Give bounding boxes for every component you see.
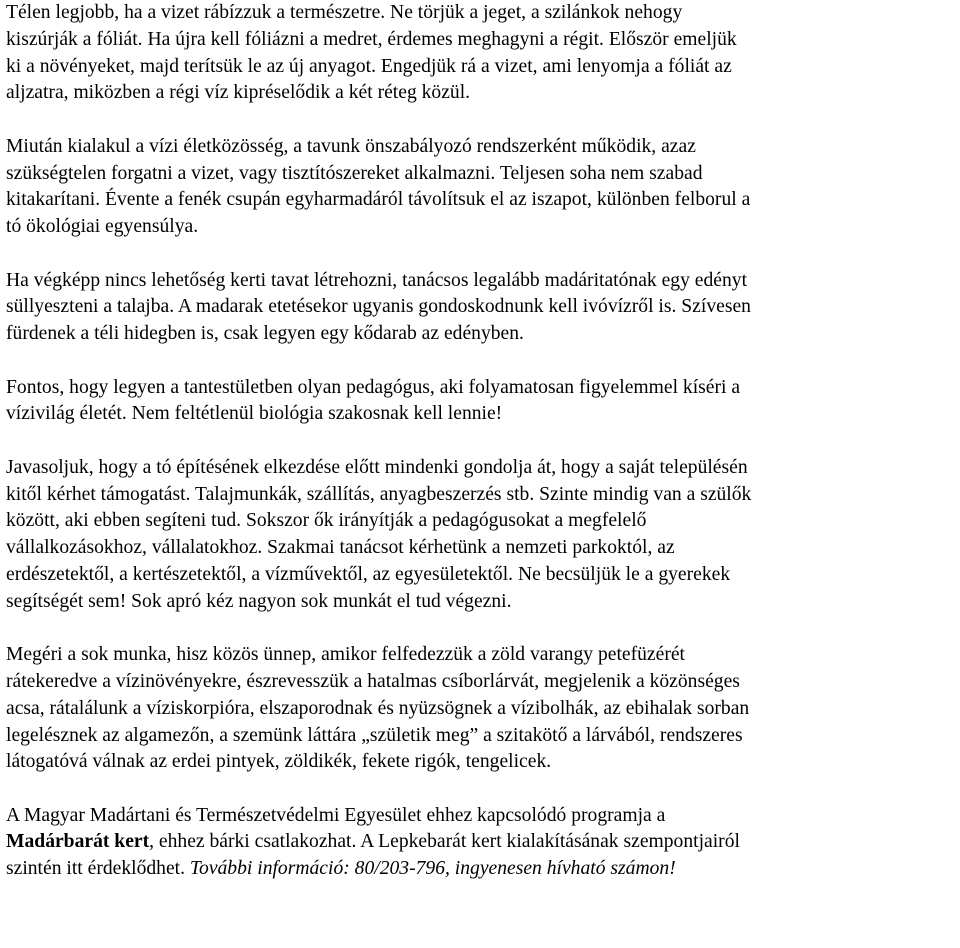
paragraph-self-regulation: Miután kialakul a vízi életközösség, a tavunk önszabályozó rendszerként működik, azaz szükségtelen forgatni a vizet, vagy tisztítószereket alkalmazni. Teljesen soha nem szabad kitakarítani. Évente a fenék csupán egyharmadáról távolítsuk el az iszapot, különben felborul a tó ökológiai egyensúlya. <box>6 135 751 238</box>
paragraph-program <box>6 803 956 883</box>
program-name-bold: Madárbarát kert <box>6 831 150 853</box>
program-text-part2: , ehhez bárki csatlakozhat. A Lepkebarát kert kialakításának szempontjairól szintén itt érdeklődhet. <box>6 831 740 880</box>
paragraph-bird-bath: Ha végképp nincs lehetőség kerti tavat létrehozni, tanácsos legalább madáritatónak egy edényt süllyeszteni a talajba. A madarak etetésekor ugyanis gondoskodnunk kell ivóvízről is. Szívesen fürdenek a téli hidegben is, csak legyen egy kődarab az edényben. <box>6 269 751 345</box>
paragraph-wildlife: Megéri a sok munka, hisz közös ünnep, amikor felfedezzük a zöld varangy petefüzérét rátekeredve a vízinövényekre, észrevesszük a hatalmas csíborlárvát, megjelenik a közönséges acsa, rátalálunk a víziskorpióra, elszaporodnak és nyüzsögnek a vízibolhák, az ebihalak sorban legelésznek az algamezőn, a szemünk láttára „születik meg” a szitakötő a lárvából, rendszeres látogatóvá válnak az erdei pintyek, zöldikék, fekete rigók, tengelicek. <box>6 644 750 773</box>
document-page <box>6 0 956 883</box>
contact-info-italic: További információ: 80/203-796, ingyenesen hívható számon! <box>189 858 676 880</box>
paragraph-winter-care: Télen legjobb, ha a vizet rábízzuk a természetre. Ne törjük a jeget, a szilánkok nehogy kiszúrják a fóliát. Ha újra kell fóliázni a medret, érdemes meghagyni a régit. Először emeljük ki a növényeket, majd terítsük le az új anyagot. Engedjük rá a vizet, ami lenyomja a fóliát az aljzatra, miközben a régi víz kipréselődik a két réteg közül. <box>6 2 737 104</box>
program-text-part1: A Magyar Madártani és Természetvédelmi Egyesület ehhez kapcsolódó programja a <box>6 804 666 826</box>
paragraph-support: Javasoljuk, hogy a tó építésének elkezdése előtt mindenki gondolja át, hogy a saját településén kitől kérhet támogatást. Talajmunkák, szállítás, anyagbeszerzés stb. Szinte mindig van a szülők között, aki ebben segíteni tud. Sokszor ők irányítják a pedagógusokat a megfelelő vállalkozásokhoz, vállalatokhoz. Szakmai tanácsot kérhetünk a nemzeti parkoktól, az erdészetektől, a kertészetektől, a vízművektől, az egyesületektől. Ne becsüljük le a gyerekek segítségét sem! Sok apró kéz nagyon sok munkát el tud végezni. <box>6 456 752 612</box>
paragraph-teacher: Fontos, hogy legyen a tantestületben olyan pedagógus, aki folyamatosan figyelemmel kíséri a vízivilág életét. Nem feltétlenül biológia szakosnak kell lennie! <box>6 376 741 425</box>
